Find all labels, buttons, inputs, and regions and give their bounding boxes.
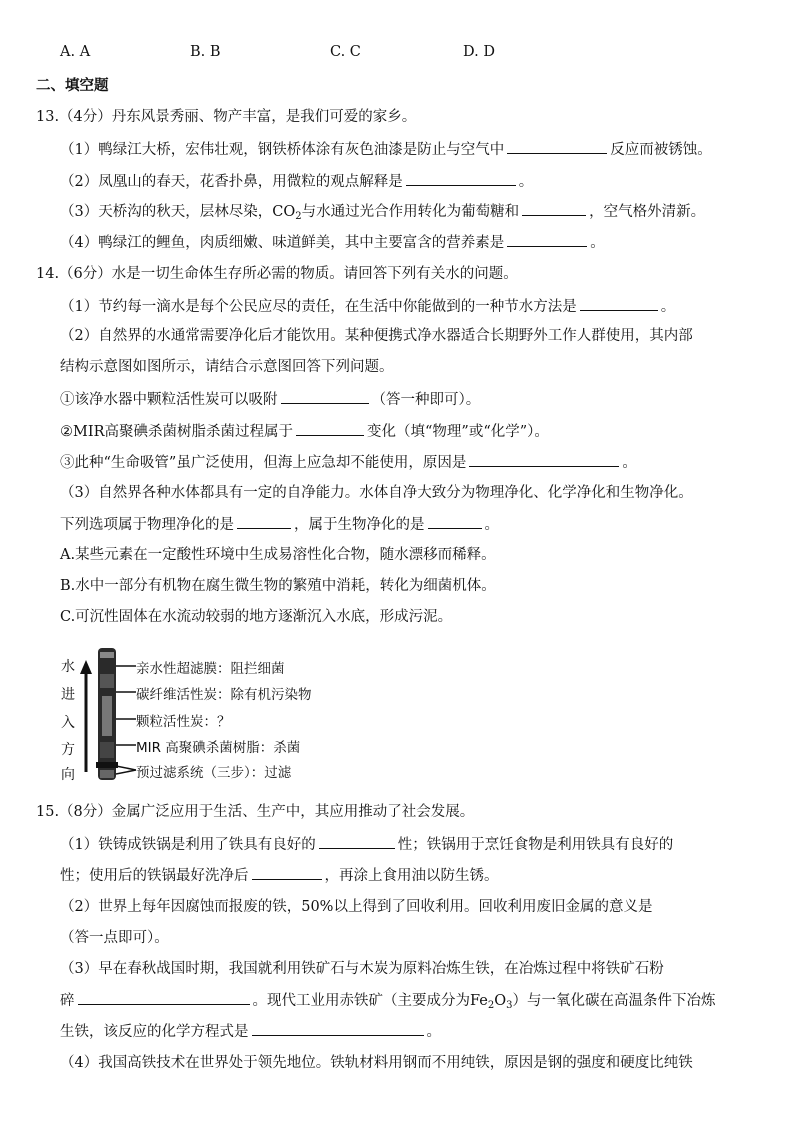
q14-option-c: C.可沉性固体在水流动较弱的地方逐渐沉入水底，形成污泥。	[60, 609, 453, 625]
answer-blank[interactable]	[319, 834, 395, 849]
q13-part1: （1）鸭绿江大桥，宏伟壮观，钢铁桥体涂有灰色油漆是防止与空气中 反应而被锈蚀。	[60, 139, 712, 160]
q13-part4: （4）鸭绿江的鲤鱼，肉质细嫩、味道鲜美，其中主要富含的营养素是 。	[60, 232, 605, 253]
filter-tube-graphic	[76, 644, 136, 786]
answer-blank[interactable]	[281, 389, 369, 404]
answer-blank[interactable]	[252, 1021, 424, 1036]
q14-sub1: ①该净水器中颗粒活性炭可以吸附 （答一种即可）。	[60, 389, 480, 410]
direction-char: 向	[61, 767, 75, 783]
answer-blank[interactable]	[507, 139, 607, 154]
q15-part1-line2: 性；使用后的铁锅最好洗净后 ，再涂上食用油以防生锈。	[60, 865, 499, 886]
arrow-head-icon	[80, 660, 92, 674]
q15-part2-line2: （答一点即可）。	[60, 930, 169, 946]
answer-blank[interactable]	[78, 990, 250, 1005]
q14-option-a: A.某些元素在一定酸性环境中生成易溶性化合物，随水漂移而稀释。	[60, 547, 496, 563]
q14-part1: （1）节约每一滴水是每个公民应尽的责任，在生活中你能做到的一种节水方法是 。	[60, 296, 675, 317]
answer-blank[interactable]	[580, 296, 658, 311]
diagram-label: 碳纤维活性炭：除有机污染物	[136, 687, 312, 703]
option-a: A. A	[60, 44, 91, 60]
q14-part2-line2: 结构示意图如图所示，请结合示意图回答下列问题。	[60, 359, 394, 375]
q14-stem: 14.（6分）水是一切生命体生存所必需的物质。请回答下列有关水的问题。	[36, 266, 518, 282]
q15-part2-line1: （2）世界上每年因腐蚀而报废的铁，50%以上得到了回收利用。回收利用废旧金属的意义是	[60, 899, 653, 915]
diagram-label: 预过滤系统（三步）：过滤	[136, 765, 292, 781]
q15-part3-line3: 生铁，该反应的化学方程式是 。	[60, 1021, 441, 1042]
direction-char: 水	[61, 659, 75, 675]
direction-char: 方	[61, 742, 75, 758]
answer-blank[interactable]	[522, 201, 586, 216]
option-b: B. B	[190, 44, 221, 60]
q15-part3-line1: （3）早在春秋战国时期，我国就利用铁矿石与木炭为原料冶炼生铁，在冶炼过程中将铁矿石粉	[60, 961, 664, 977]
answer-blank[interactable]	[237, 514, 291, 529]
q14-sub2: ②MIR高聚碘杀菌树脂杀菌过程属于 变化（填“物理”或“化学”）。	[60, 421, 549, 442]
q15-part3-line2: 碎 。现代工业用赤铁矿（主要成分为$Fe_2O_3$）与一氧化碳在高温条件下冶炼	[60, 990, 716, 1016]
q13-stem: 13.（4分）丹东风景秀丽、物产丰富，是我们可爱的家乡。	[36, 109, 417, 125]
q14-part3-line2: 下列选项属于物理净化的是 ，属于生物净化的是 。	[60, 514, 499, 535]
q14-part2-line1: （2）自然界的水通常需要净化后才能饮用。某种便携式净水器适合长期野外工作人群使用，其内部	[60, 328, 693, 344]
direction-char: 进	[61, 687, 75, 703]
q15-stem: 15.（8分）金属广泛应用于生活、生产中，其应用推动了社会发展。	[36, 804, 475, 820]
answer-blank[interactable]	[469, 452, 619, 467]
q15-part4-line1: （4）我国高铁技术在世界处于领先地位。铁轨材料用钢而不用纯铁，原因是钢的强度和硬度比纯铁	[60, 1055, 693, 1071]
q13-part3: （3）天桥沟的秋天，层林尽染，$CO_2$与水通过光合作用转化为葡萄糖和 ，空气格外清新。	[60, 201, 705, 227]
answer-blank[interactable]	[252, 865, 322, 880]
diagram-label: 亲水性超滤膜：阻拦细菌	[136, 661, 285, 677]
answer-blank[interactable]	[406, 171, 516, 186]
answer-blank[interactable]	[428, 514, 482, 529]
q14-option-b: B.水中一部分有机物在腐生微生物的繁殖中消耗，转化为细菌机体。	[60, 578, 496, 594]
q15-part1-line1: （1）铁铸成铁锅是利用了铁具有良好的 性；铁锅用于烹饪食物是利用铁具有良好的	[60, 834, 673, 855]
diagram-label: MIR 高聚碘杀菌树脂：杀菌	[136, 740, 301, 756]
q14-part3-line1: （3）自然界各种水体都具有一定的自净能力。水体自净大致分为物理净化、化学净化和生物净化。	[60, 485, 693, 501]
q13-part2: （2）凤凰山的春天，花香扑鼻，用微粒的观点解释是 。	[60, 171, 533, 192]
diagram-label: 颗粒活性炭：？	[136, 714, 231, 730]
section-title: 二、填空题	[36, 78, 109, 94]
answer-blank[interactable]	[507, 232, 587, 247]
option-c: C. C	[330, 44, 361, 60]
answer-blank[interactable]	[296, 421, 364, 436]
direction-char: 入	[61, 715, 75, 731]
q14-sub3: ③此种“生命吸管”虽广泛使用，但海上应急却不能使用，原因是 。	[60, 452, 637, 473]
option-d: D. D	[463, 44, 495, 60]
water-filter-diagram	[60, 644, 350, 786]
